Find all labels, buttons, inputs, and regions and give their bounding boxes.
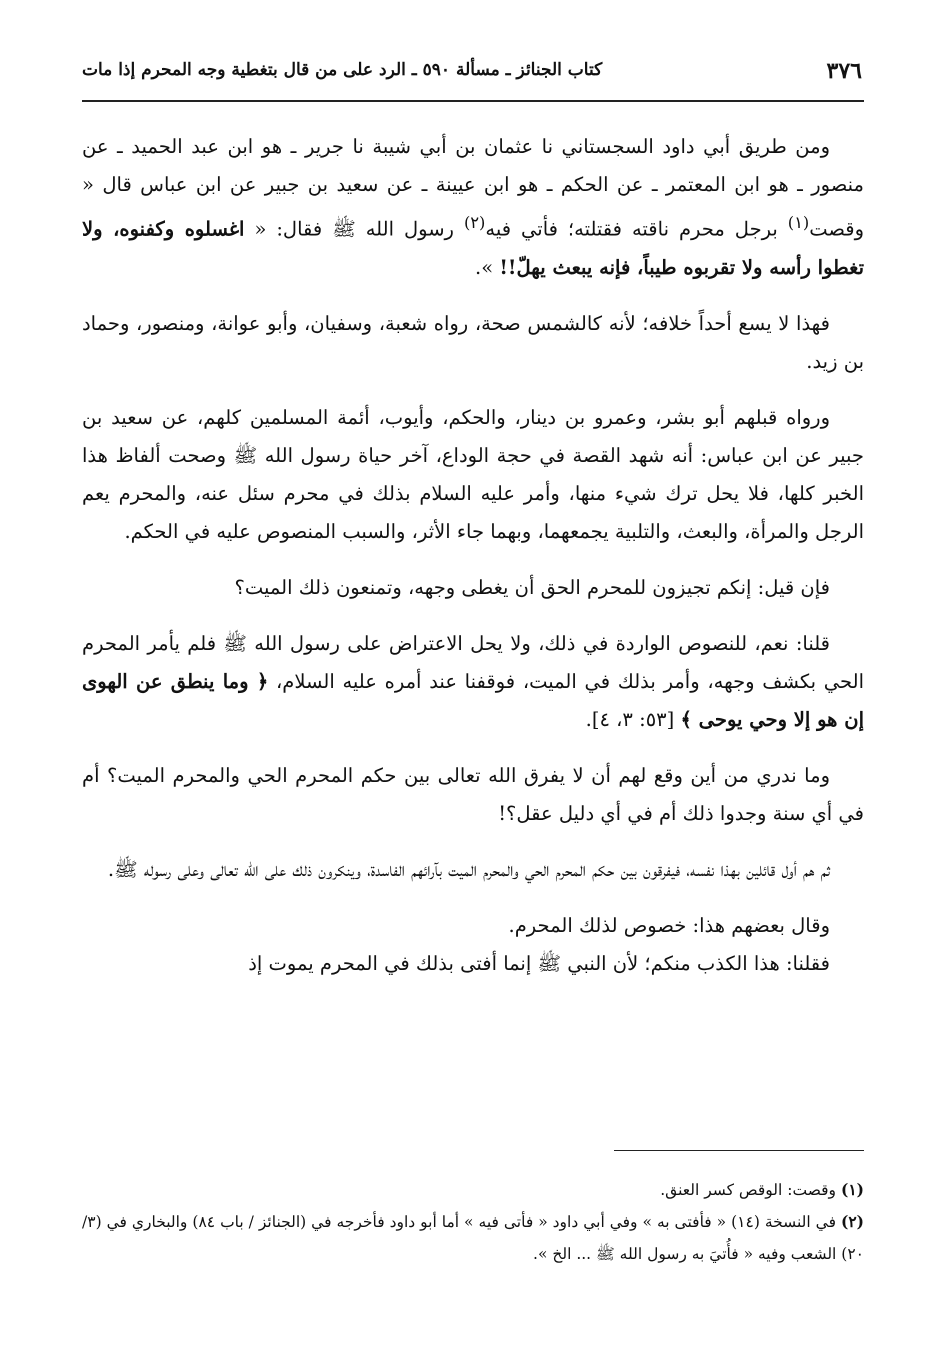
paragraph-text: رسول الله ﷺ فقال: « — [244, 217, 464, 241]
page-header — [82, 48, 864, 102]
footnote-divider — [614, 1150, 864, 1151]
quran-verse: ﴿ وما ينطق عن الهوى إن هو إلا وحي يوحى ﴾ — [82, 669, 864, 731]
paragraph-8: وقال بعضهم هذا: خصوص لذلك المحرم. — [508, 913, 830, 937]
footnote-text: في النسخة (١٤) « فأفتى به » وفي أبي داود « فأتى فيه » أما أبو داود فأخرجه في (الجنائز / باب ٨٤) والبخاري في (٣/ ٢٠) الشعب وفيه « فأُتيَ به رسول الله ﷺ ... الخ ». — [82, 1213, 864, 1263]
paragraph-1 — [82, 128, 864, 287]
paragraph-4: فإن قيل: إنكم تجيزون للمحرم الحق أن يغطى وجهه، وتمنعون ذلك الميت؟ — [234, 575, 830, 599]
footnote-number: (١) — [840, 1180, 864, 1199]
footnote-number: (٢) — [840, 1212, 864, 1231]
paragraph-9: فقلنا: هذا الكذب منكم؛ لأن النبي ﷺ إنما أفتى بذلك في المحرم يموت إذ — [248, 951, 830, 975]
hadith-quote: اغسلوه وكفنوه، ولا تغطوا رأسه ولا تقربوه طيباً، فإنه يبعث يهلّ!! — [82, 217, 864, 279]
paragraph-5 — [82, 625, 864, 739]
paragraph-7: ثم هم أول قائلين بهذا نفسه، فيفرقون بين حكم المحرم الحي والمحرم الميت بآرائهم الفاسدة، وينكرون ذلك على الله تعالى وعلى رسوله ﷺ. — [107, 857, 830, 881]
paragraph-text: ». — [475, 255, 500, 279]
verse-reference: [٥٣: ٣، ٤]. — [585, 707, 681, 731]
footnote-2 — [82, 1206, 864, 1270]
footnote-text: وقصت: الوقص كسر العنق. — [660, 1181, 837, 1199]
running-title: كتاب الجنائز ـ مسألة ٥٩٠ ـ الرد على من قال بتغطية وجه المحرم إذا مات — [82, 60, 603, 80]
main-text — [82, 128, 864, 983]
paragraph-2: فهذا لا يسع أحداً خلافه؛ لأنه كالشمس صحة، رواه شعبة، وسفيان، وأبو عوانة، ومنصور، وحماد بن زيد. — [82, 311, 864, 373]
paragraph-text: قلنا: نعم، للنصوص الواردة في ذلك، ولا يحل الاعتراض على رسول الله ﷺ فلم يأمر المحرم الحي بكشف وجهه، وأمر بذلك في الميت، فوقفنا عند أمره عليه السلام، — [82, 631, 864, 693]
paragraph-6: وما ندري من أين وقع لهم أن لا يفرق الله تعالى بين حكم المحرم الحي والمحرم الميت؟ أم في أي سنة وجدوا ذلك أم في أي دليل عقل؟! — [82, 763, 864, 825]
footnote-marker-2: (٢) — [463, 213, 486, 232]
paragraph-text: ومن طريق أبي داود السجستاني نا عثمان بن أبي شيبة نا جرير ـ هو ابن عبد الحميد ـ عن منصور ـ هو ابن المعتمر ـ عن الحكم ـ هو ابن عيينة ـ عن سعيد بن جبير عن ابن عباس قال « وقصت — [82, 135, 865, 241]
footnotes — [82, 1174, 864, 1270]
paragraph-3: ورواه قبلهم أبو بشر، وعمرو بن دينار، والحكم، وأيوب، أئمة المسلمين كلهم، عن سعيد بن جبير عن ابن عباس: أنه شهد القصة في حجة الوداع، آخر حياة رسول الله ﷺ وصحت ألفاظ هذا الخبر كلها، فلا يحل ترك شيء منها، وأمر عليه السلام بذلك في محرم سئل عنه، والمحرم يعم الرجل والمرأة، والبعث، والتلبية يجمعهما، وبهما جاء الأثر، والسبب المنصوص عليه في الحكم. — [82, 405, 864, 543]
footnote-marker-1: (١) — [787, 213, 810, 232]
page-number: ٣٧٦ — [826, 58, 862, 84]
footnote-1 — [82, 1174, 864, 1206]
paragraph-text: برجل محرم ناقته فقتلته؛ فأتي فيه — [485, 217, 788, 241]
